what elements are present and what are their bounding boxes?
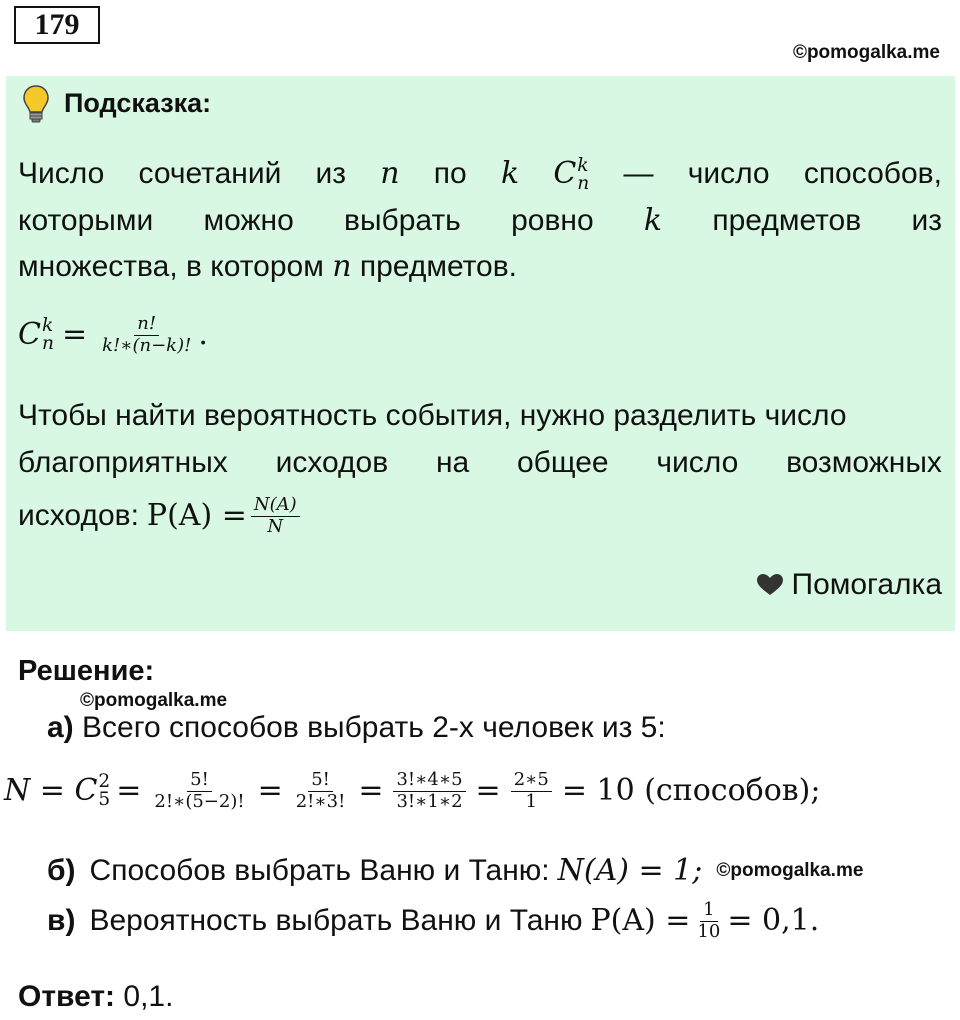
- heart-icon: [756, 573, 784, 597]
- hint-line-5: благоприятных исходов на общее число возможных: [18, 446, 942, 479]
- solution-title: Решение:: [18, 655, 155, 687]
- solution-formula-a: N = C 2 5 = $\frac{5!}{2!∗(5-2)!}$ = $\frac{5!}{2!∗3!}$ = $\frac{3!∗4∗5}{3!∗1∗2}$ = $\frac{2∗5}{1}$ = 10 (способов);: [4, 768, 821, 812]
- lightbulb-icon: [22, 84, 50, 124]
- watermark: ©pomogalka.me: [716, 860, 864, 881]
- answer: Ответ: 0,1.: [18, 980, 174, 1013]
- task-number: 179: [14, 6, 100, 44]
- hint-line-4: Чтобы найти вероятность события, нужно разделить число: [18, 399, 847, 432]
- hint-title: Подсказка:: [64, 88, 212, 118]
- hint-line-6: исходов: P(A) = $\frac{N(A)}{N}$: [18, 493, 304, 539]
- hint-line-3: множества, в котором n предметов.: [18, 249, 517, 284]
- solution-part-a: а) Всего способов выбрать 2-х человек из 5:: [47, 711, 666, 744]
- hint-line-2: которыми можно выбрать ровно k предметов из: [18, 203, 942, 238]
- brand-label: Помогалка: [756, 568, 943, 602]
- watermark: ©pomogalka.me: [792, 42, 940, 63]
- solution-part-v: в) Вероятность выбрать Ваню и Таню P(A) = $\frac{1}{10}$ = 0,1.: [47, 898, 820, 942]
- watermark: ©pomogalka.me: [80, 690, 228, 711]
- combination-symbol: C k n: [553, 155, 590, 194]
- combination-formula: C k n = $\frac{n!}{k!∗(n-k)!}$ .: [18, 312, 208, 356]
- hint-line-1: Число сочетаний из n по k C k n — число способов,: [18, 151, 942, 197]
- solution-part-b: б) Способов выбрать Ваню и Таню: N(A) = 1; ©pomogalka.me: [47, 848, 863, 894]
